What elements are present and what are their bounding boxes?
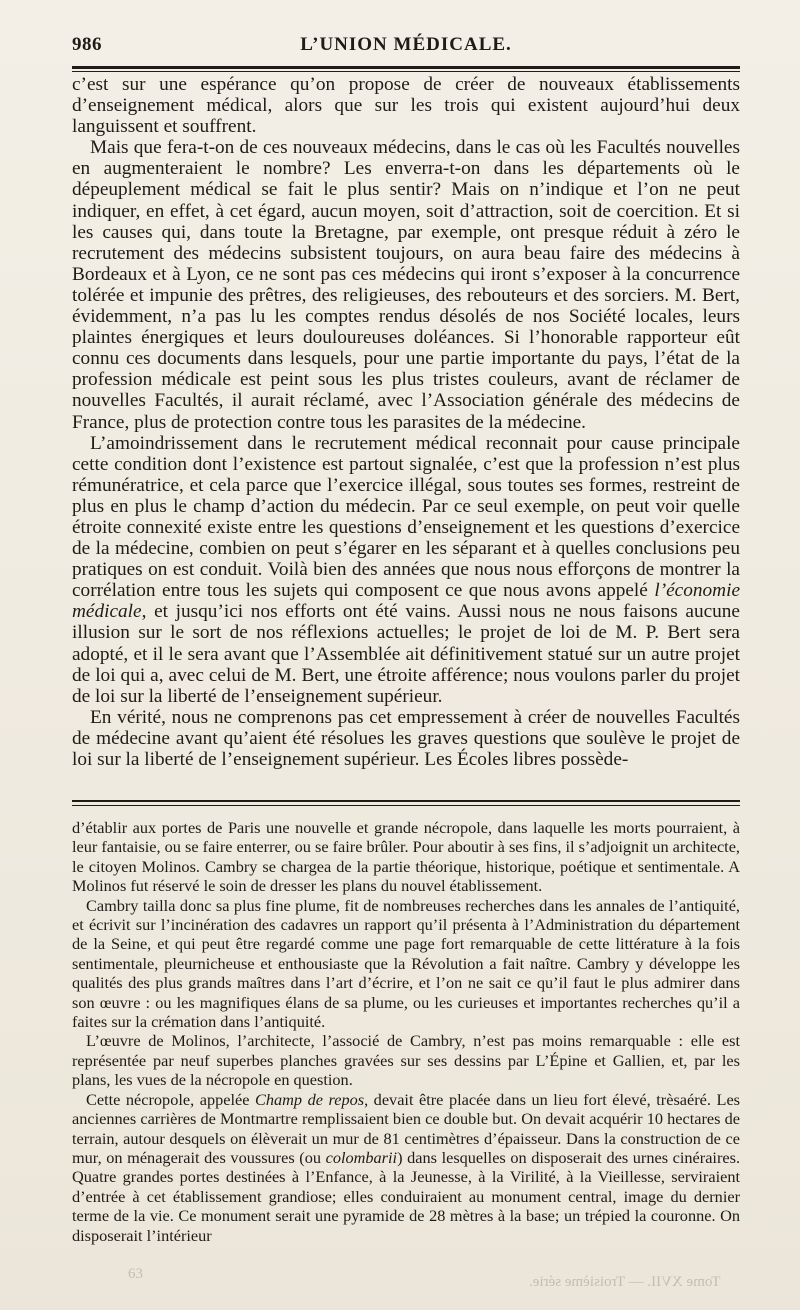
note-paragraph: Cambry tailla donc sa plus fine plume, fit de nombreuses recherches dans les annales de l’antiquité, et écrivit sur l’incinération des cadavres un rapport qu’il présenta à l’Administration du département de la Seine, et qui peut être regardé comme une page fort remarquable de cette littérature à la fois sentimentale, pleurnicheuse et enthousiaste que la Révolution a fait naître. Cambry y développe les qualités des plus grands maîtres dans l’art d’écrire, et l’on ne sait ce qu’il faut le plus admirer dans son œuvre : ou les magnifiques élans de sa plume, ou les curieuses et importantes recherches qu’il a faites sur la crémation dans l’antiquité. — [72, 895, 740, 1032]
paragraph-text: L’amoindrissement dans le recrutement médical reconnait pour cause principale cette condition dont l’existence est partout signalée, c’est que la profession n’est plus rémunératrice, et cela parce que l’exercice illégal, sous toutes ses formes, restreint de plus en plus le champ d’action du médecin. Par ce seul exemple, on peut voir quelle étroite connexité existe entre les questions d’enseignement et les questions d’exercice de la médecine, combien on peut s’égarer en les séparant et à quelles conclusions peu pratiques on est conduit. Voilà bien des années que nous nous efforçons de montrer la corrélation entre tous les sujets qui composent ce que nous avons appelé — [72, 432, 740, 602]
note-text: Cette nécropole, appelée — [86, 1089, 255, 1109]
note-text: , devait être placée dans un lieu fort élevé, trèsaéré. Les anciennes carrières de Montmartre remplissaient bien ce double but. On devait acquérir 10 hectares de terrain, autour desquels on élèverait un mur de 81 centimètres d’épaisseur. Dans la construction de ce mur, on ménagerait des voussures (ou — [72, 1089, 741, 1167]
note-text: ) dans lesquelles on disposerait des urnes cinéraires. Quatre grandes portes destinées à l’Enfance, à la Jeunesse, à la Virilité, à la Vieillesse, serviraient d’entrée à cet établissement grandiose; elles conduiraient au monument central, image du dernier terme de la vie. Ce monument serait une pyramide de 28 mètres à la base; un trépied la couronne. On disposerait l’intérieur — [72, 1147, 741, 1245]
paragraph: c’est sur une espérance qu’on propose de créer de nouveaux établissements d’enseignement médical, alors que sur les trois qui existent aujourd’hui deux languissent et souffrent. — [72, 74, 740, 138]
italic-term: l’économie médicale — [72, 580, 740, 623]
paragraph: En vérité, nous ne comprenons pas cet empressement à créer de nouvelles Facultés de médecine avant qu’aient été résolues les graves questions que soulève le projet de loi sur la liberté de l’enseignement supérieur. Les Écoles libres possède- — [72, 706, 740, 770]
running-title: L’UNION MÉDICALE. — [300, 34, 512, 55]
header-rule — [72, 66, 740, 72]
main-text-block — [72, 74, 740, 770]
paragraph — [72, 433, 740, 707]
page-footer — [128, 1266, 720, 1296]
signature-mark: 63 — [128, 1266, 143, 1282]
paragraph-text: , et jusqu’ici nos efforts ont été vains. Aussi nous ne nous faisons aucune illusion sur le sort de nos réflexions actuelles; le projet de loi de M. P. Bert sera adopté, et il le sera avant que l’Assemblée ait définitivement statué sur un autre projet de loi qui a, avec celui de M. Bert, une étroite afférence; nous voulons parler du projet de loi sur la liberté de l’enseignement supérieur. — [72, 601, 740, 707]
page-header — [72, 28, 740, 62]
italic-term: Champ de repos — [254, 1089, 365, 1109]
note-paragraph: d’établir aux portes de Paris une nouvelle et grande nécropole, dans laquelle les morts pourraient, à leur fantaisie, ou se faire enterrer, ou se faire brûler. Pour aboutir à ses fins, il s’adjoignit un architecte, le citoyen Molinos. Cambry se chargea de la partie théorique, historique, poétique et sentimentale. A Molinos fut réservé le soin de dresser les plans du nouvel établissement. — [72, 818, 740, 896]
footnote-rule — [72, 800, 740, 806]
feuilleton-text-block — [72, 818, 740, 1245]
paragraph: Mais que fera-t-on de ces nouveaux médecins, dans le cas où les Facultés nouvelles en augmenteraient le nombre? Les enverra-t-on dans les départements où le dépeuplement médical se fait le plus sentir? Mais on n’indique et l’on ne peut indiquer, en effet, à cet égard, aucun moyen, soit d’attraction, soit de coercition. Et si les causes qui, dans toute la Bretagne, par exemple, ont presque réduit à zéro le recrutement des médecins subsistent toujours, on aura beau faire des médecins à Bordeaux et à Lyon, ce ne sont pas ces médecins qui iront s’exposer à la concurrence tolérée et impunie des prêtres, des religieuses, des rebouteurs et des sorciers. M. Bert, évidemment, n’a pas lu les comptes rendus désolés de nos Société locales, leurs plaintes énergiques et leurs douloureuses doléances. Si l’honorable rapporteur eût connu ces documents dans lesquels, pour une partie importante du pays, l’état de la profession médicale est peint sous les plus tristes couleurs, avant de réclamer de nouvelles Facultés, il aurait réclamé, avec l’Association générale des médecins de France, plus de protection contre tous les parasites de la médecine. — [72, 137, 740, 433]
note-paragraph — [72, 1090, 740, 1245]
bleed-through-text: Tome XVII. — Troisième série. — [528, 1274, 720, 1290]
page-number: 986 — [72, 34, 102, 55]
note-paragraph: L’œuvre de Molinos, l’architecte, l’associé de Cambry, n’est pas moins remarquable : elle est représentée par neuf superbes planches gravées sur ses dessins par L’Épine et Gallien, et, par les plans, les vues de la nécropole en question. — [72, 1031, 740, 1090]
italic-term: colombarii — [325, 1147, 398, 1167]
